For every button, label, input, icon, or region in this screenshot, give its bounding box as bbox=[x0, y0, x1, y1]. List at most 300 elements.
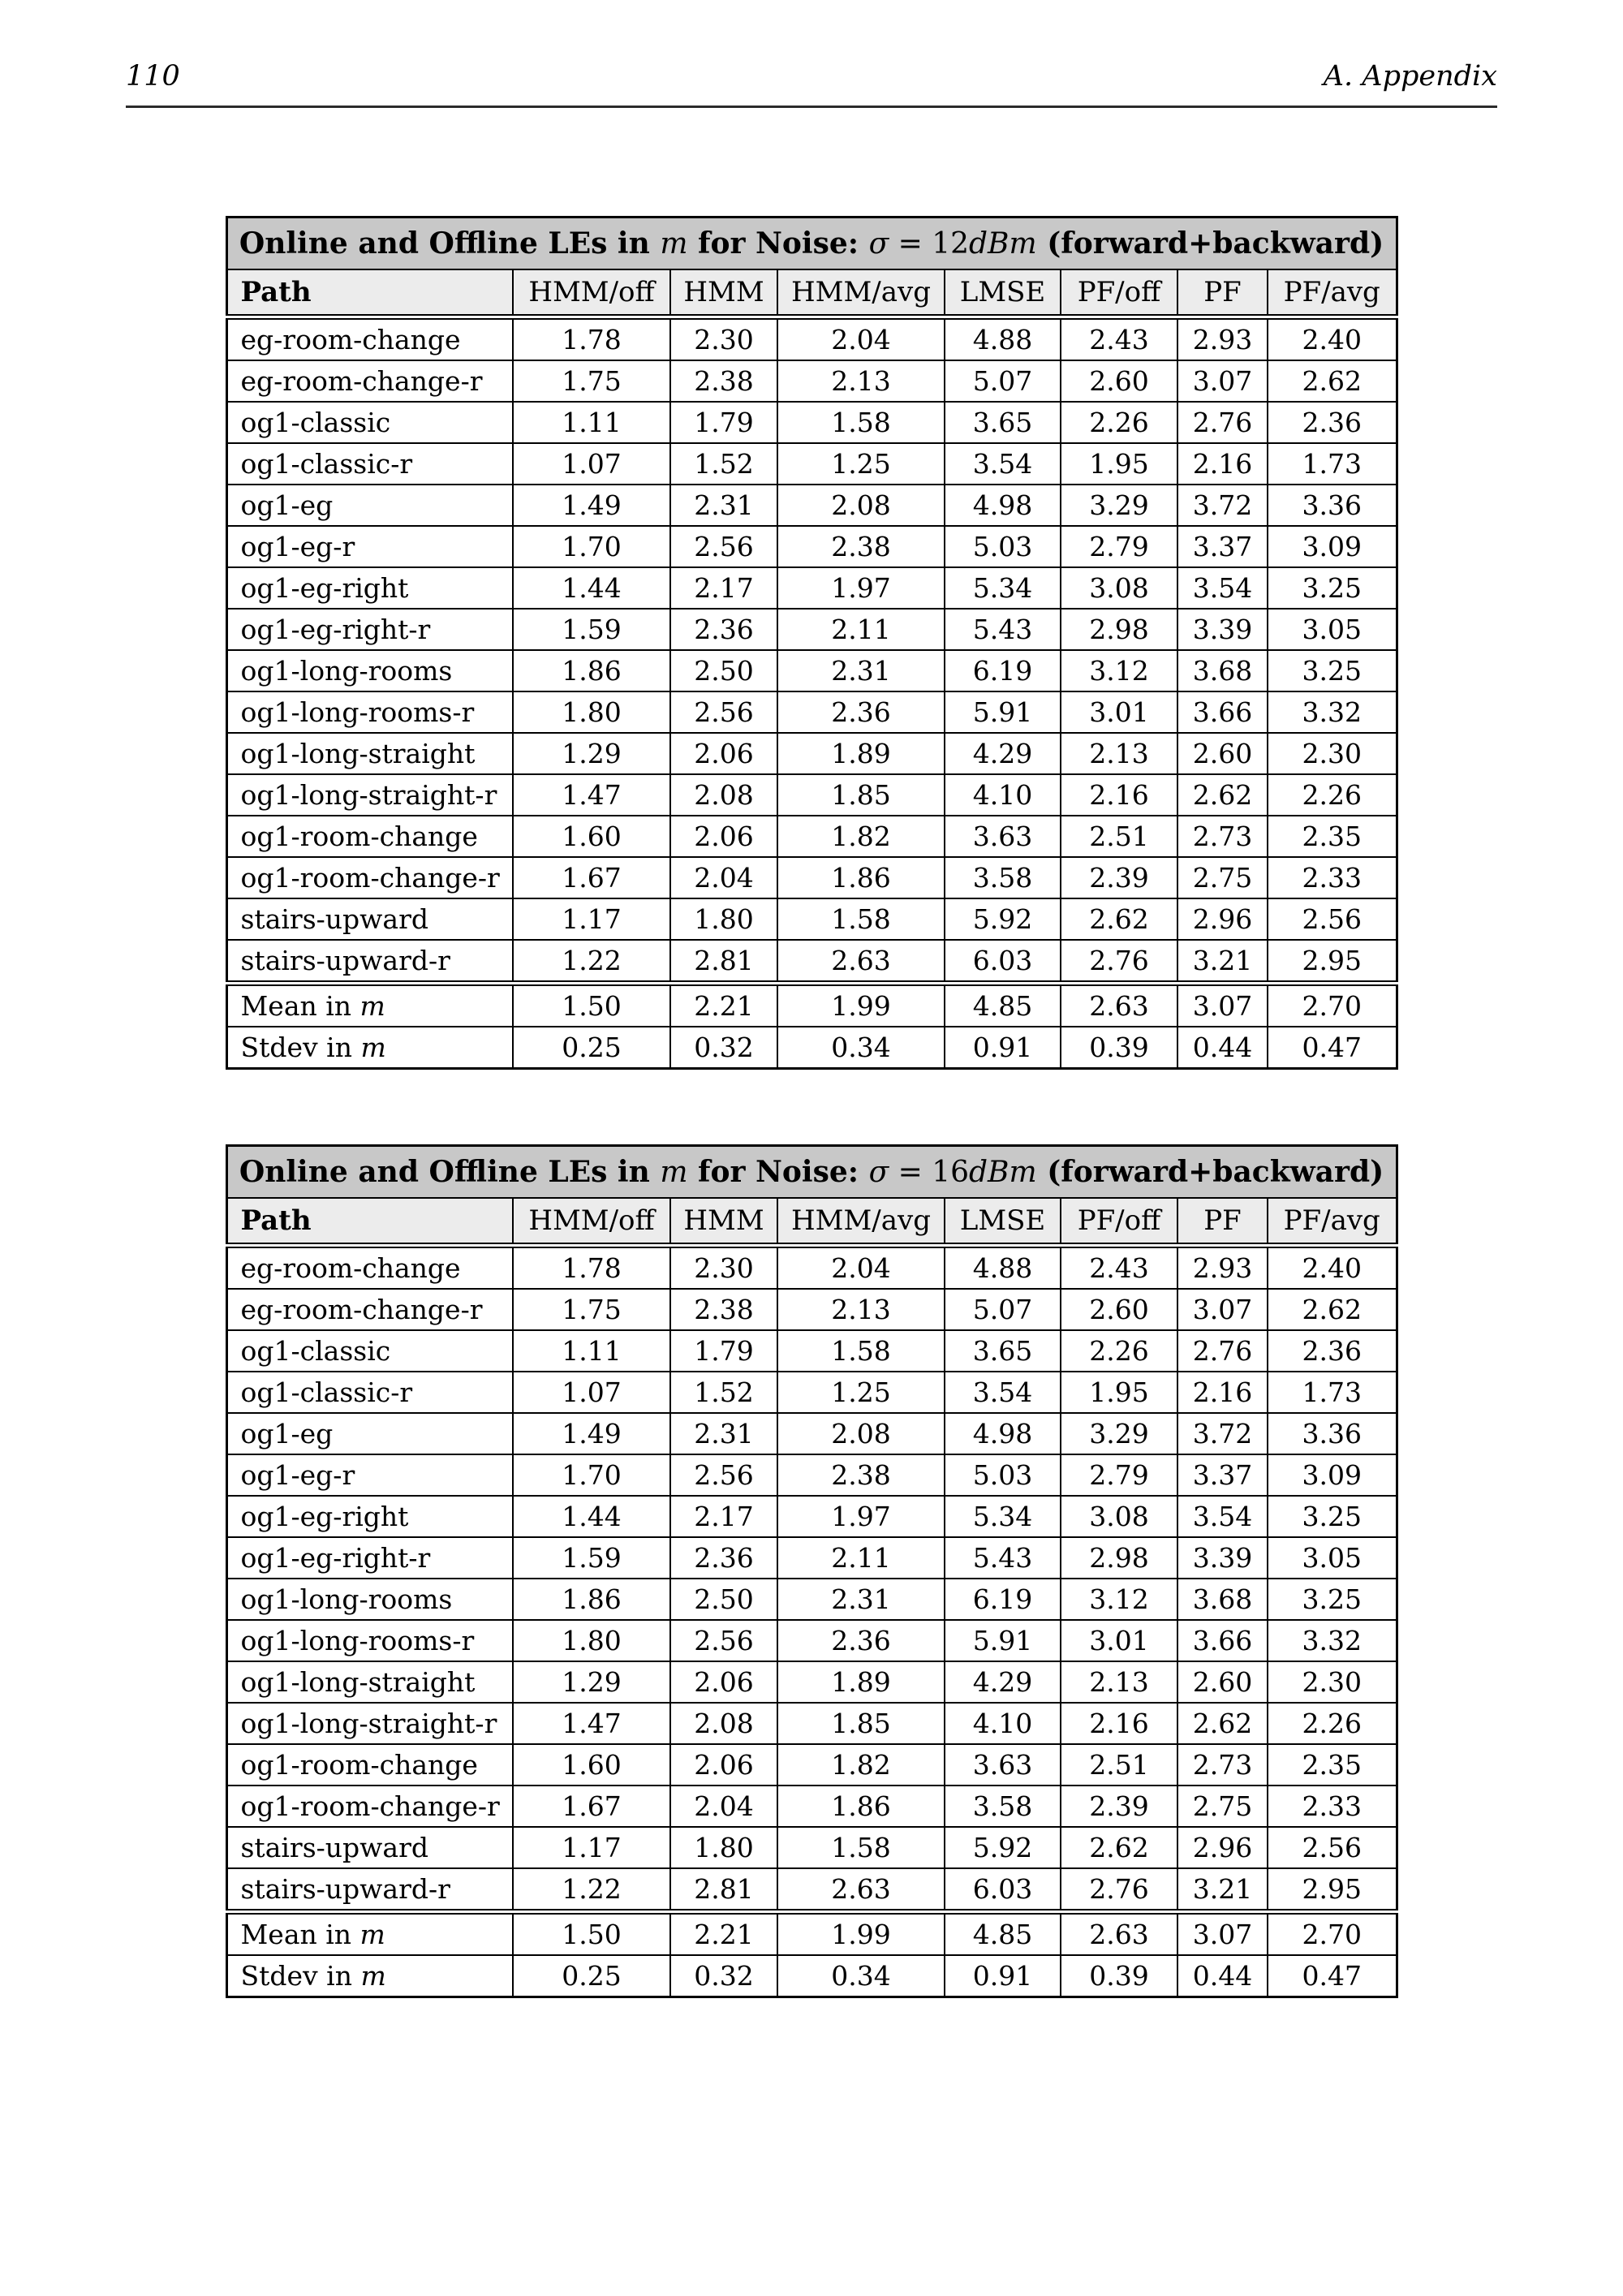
value-cell: 2.79 bbox=[1061, 526, 1177, 567]
value-cell: 1.70 bbox=[513, 526, 670, 567]
column-header-lmse: LMSE bbox=[945, 269, 1061, 317]
value-cell: 5.92 bbox=[945, 898, 1061, 940]
value-cell: 1.73 bbox=[1268, 1372, 1397, 1413]
value-cell: 1.52 bbox=[670, 443, 777, 485]
value-cell: 2.60 bbox=[1177, 733, 1268, 774]
row-label: og1-eg-right-r bbox=[226, 1537, 513, 1579]
value-cell: 2.16 bbox=[1061, 1703, 1177, 1744]
value-cell: 1.17 bbox=[513, 898, 670, 940]
table-row bbox=[226, 443, 1397, 485]
row-label: og1-classic bbox=[226, 1330, 513, 1372]
value-cell: 3.65 bbox=[945, 402, 1061, 443]
value-cell: 1.75 bbox=[513, 360, 670, 402]
value-cell: 3.07 bbox=[1177, 1912, 1268, 1956]
value-cell: 1.82 bbox=[777, 1744, 945, 1786]
value-cell: 1.49 bbox=[513, 485, 670, 526]
header-rule bbox=[126, 106, 1497, 108]
value-cell: 1.85 bbox=[777, 1703, 945, 1744]
value-cell: 1.79 bbox=[670, 402, 777, 443]
row-label: og1-eg-r bbox=[226, 526, 513, 567]
value-cell: 1.49 bbox=[513, 1413, 670, 1454]
value-cell: 1.80 bbox=[670, 1827, 777, 1868]
value-cell: 2.56 bbox=[670, 691, 777, 733]
table-row bbox=[226, 317, 1397, 361]
value-cell: 1.60 bbox=[513, 1744, 670, 1786]
value-cell: 3.08 bbox=[1061, 1496, 1177, 1537]
title-text-segment: for Noise: bbox=[687, 226, 869, 261]
value-cell: 5.34 bbox=[945, 567, 1061, 609]
value-cell: 2.43 bbox=[1061, 1246, 1177, 1290]
row-label: og1-room-change-r bbox=[226, 1786, 513, 1827]
title-math-segment: σ bbox=[868, 1156, 889, 1189]
value-cell: 3.58 bbox=[945, 1786, 1061, 1827]
summary-label-math: m bbox=[359, 1919, 385, 1950]
value-cell: 1.67 bbox=[513, 857, 670, 898]
value-cell: 2.60 bbox=[1061, 1289, 1177, 1330]
results-table bbox=[226, 216, 1398, 1070]
title-math-segment: dBm bbox=[969, 227, 1037, 261]
table-title bbox=[226, 218, 1397, 270]
value-cell: 2.75 bbox=[1177, 857, 1268, 898]
row-label: eg-room-change bbox=[226, 1246, 513, 1290]
value-cell: 3.21 bbox=[1177, 1868, 1268, 1912]
summary-label-math: m bbox=[360, 1960, 386, 1992]
value-cell: 1.80 bbox=[670, 898, 777, 940]
summary-label-math: m bbox=[359, 990, 385, 1022]
value-cell: 2.79 bbox=[1061, 1454, 1177, 1496]
value-cell: 1.99 bbox=[777, 984, 945, 1027]
value-cell: 3.66 bbox=[1177, 1620, 1268, 1661]
value-cell: 3.54 bbox=[945, 1372, 1061, 1413]
value-cell: 2.56 bbox=[670, 1454, 777, 1496]
value-cell: 2.35 bbox=[1268, 1744, 1397, 1786]
value-cell: 1.52 bbox=[670, 1372, 777, 1413]
value-cell: 3.39 bbox=[1177, 1537, 1268, 1579]
value-cell: 2.39 bbox=[1061, 857, 1177, 898]
page-number: 110 bbox=[126, 60, 180, 93]
value-cell: 4.88 bbox=[945, 1246, 1061, 1290]
row-label: og1-room-change bbox=[226, 816, 513, 857]
value-cell: 3.29 bbox=[1061, 1413, 1177, 1454]
table-title bbox=[226, 1146, 1397, 1199]
value-cell: 1.95 bbox=[1061, 443, 1177, 485]
value-cell: 2.38 bbox=[777, 526, 945, 567]
summary-label bbox=[226, 1955, 513, 1997]
value-cell: 5.91 bbox=[945, 691, 1061, 733]
value-cell: 2.31 bbox=[670, 1413, 777, 1454]
value-cell: 1.85 bbox=[777, 774, 945, 816]
value-cell: 2.13 bbox=[777, 1289, 945, 1330]
value-cell: 2.30 bbox=[1268, 1661, 1397, 1703]
table-title-row bbox=[226, 218, 1397, 270]
value-cell: 2.31 bbox=[777, 650, 945, 691]
value-cell: 2.13 bbox=[777, 360, 945, 402]
value-cell: 2.98 bbox=[1061, 609, 1177, 650]
value-cell: 2.70 bbox=[1268, 984, 1397, 1027]
title-text-segment: (forward+backward) bbox=[1036, 226, 1384, 261]
value-cell: 2.76 bbox=[1177, 402, 1268, 443]
row-label: og1-eg bbox=[226, 1413, 513, 1454]
value-cell: 2.56 bbox=[1268, 898, 1397, 940]
value-cell: 2.63 bbox=[777, 1868, 945, 1912]
value-cell: 2.60 bbox=[1177, 1661, 1268, 1703]
value-cell: 1.58 bbox=[777, 1827, 945, 1868]
column-header-row bbox=[226, 269, 1397, 317]
row-label: og1-long-rooms bbox=[226, 1579, 513, 1620]
title-text-segment: Online and Offline LEs in bbox=[239, 226, 661, 261]
value-cell: 2.63 bbox=[1061, 1912, 1177, 1956]
row-label: og1-room-change bbox=[226, 1744, 513, 1786]
table-row bbox=[226, 691, 1397, 733]
value-cell: 1.07 bbox=[513, 443, 670, 485]
value-cell: 2.95 bbox=[1268, 940, 1397, 984]
column-header-pf: PF bbox=[1177, 1198, 1268, 1246]
value-cell: 1.47 bbox=[513, 774, 670, 816]
value-cell: 3.68 bbox=[1177, 650, 1268, 691]
summary-row bbox=[226, 1027, 1397, 1069]
column-header-pf-off: PF/off bbox=[1061, 269, 1177, 317]
value-cell: 2.08 bbox=[670, 1703, 777, 1744]
page-header bbox=[126, 0, 1497, 93]
table-row bbox=[226, 402, 1397, 443]
table-row bbox=[226, 526, 1397, 567]
value-cell: 2.06 bbox=[670, 733, 777, 774]
value-cell: 2.17 bbox=[670, 567, 777, 609]
value-cell: 3.36 bbox=[1268, 1413, 1397, 1454]
value-cell: 2.04 bbox=[777, 317, 945, 361]
value-cell: 1.44 bbox=[513, 567, 670, 609]
value-cell: 2.50 bbox=[670, 650, 777, 691]
value-cell: 2.93 bbox=[1177, 317, 1268, 361]
value-cell: 2.56 bbox=[670, 1620, 777, 1661]
value-cell: 2.04 bbox=[670, 857, 777, 898]
value-cell: 1.11 bbox=[513, 402, 670, 443]
value-cell: 4.29 bbox=[945, 1661, 1061, 1703]
value-cell: 1.50 bbox=[513, 1912, 670, 1956]
value-cell: 2.51 bbox=[1061, 1744, 1177, 1786]
value-cell: 2.26 bbox=[1061, 402, 1177, 443]
value-cell: 2.13 bbox=[1061, 1661, 1177, 1703]
value-cell: 1.60 bbox=[513, 816, 670, 857]
column-header-pf: PF bbox=[1177, 269, 1268, 317]
table-row bbox=[226, 1703, 1397, 1744]
value-cell: 1.11 bbox=[513, 1330, 670, 1372]
value-cell: 2.26 bbox=[1268, 774, 1397, 816]
value-cell: 5.07 bbox=[945, 360, 1061, 402]
table-row bbox=[226, 898, 1397, 940]
value-cell: 3.07 bbox=[1177, 360, 1268, 402]
column-header-hmm-off: HMM/off bbox=[513, 269, 670, 317]
value-cell: 3.09 bbox=[1268, 1454, 1397, 1496]
value-cell: 0.44 bbox=[1177, 1027, 1268, 1069]
value-cell: 0.91 bbox=[945, 1955, 1061, 1997]
value-cell: 1.07 bbox=[513, 1372, 670, 1413]
table-row bbox=[226, 609, 1397, 650]
table-row bbox=[226, 360, 1397, 402]
table-row bbox=[226, 1496, 1397, 1537]
row-label: og1-eg-right-r bbox=[226, 609, 513, 650]
value-cell: 1.44 bbox=[513, 1496, 670, 1537]
value-cell: 2.33 bbox=[1268, 857, 1397, 898]
value-cell: 2.17 bbox=[670, 1496, 777, 1537]
summary-row bbox=[226, 1955, 1397, 1997]
value-cell: 0.47 bbox=[1268, 1027, 1397, 1069]
value-cell: 2.36 bbox=[777, 691, 945, 733]
value-cell: 1.22 bbox=[513, 940, 670, 984]
summary-label bbox=[226, 984, 513, 1027]
value-cell: 2.36 bbox=[1268, 1330, 1397, 1372]
value-cell: 2.62 bbox=[1177, 774, 1268, 816]
column-header-hmm: HMM bbox=[670, 269, 777, 317]
table-row bbox=[226, 1620, 1397, 1661]
value-cell: 1.97 bbox=[777, 567, 945, 609]
value-cell: 2.98 bbox=[1061, 1537, 1177, 1579]
value-cell: 1.47 bbox=[513, 1703, 670, 1744]
value-cell: 3.01 bbox=[1061, 1620, 1177, 1661]
summary-label-text: Mean in bbox=[240, 990, 360, 1022]
noise-16dbm-table-section bbox=[126, 1144, 1497, 1998]
value-cell: 3.07 bbox=[1177, 1289, 1268, 1330]
value-cell: 4.98 bbox=[945, 1413, 1061, 1454]
value-cell: 2.04 bbox=[777, 1246, 945, 1290]
value-cell: 5.92 bbox=[945, 1827, 1061, 1868]
value-cell: 2.63 bbox=[777, 940, 945, 984]
value-cell: 1.78 bbox=[513, 317, 670, 361]
column-header-pf-avg: PF/avg bbox=[1268, 269, 1397, 317]
title-text-segment: for Noise: bbox=[687, 1155, 869, 1189]
value-cell: 3.32 bbox=[1268, 1620, 1397, 1661]
value-cell: 3.63 bbox=[945, 816, 1061, 857]
value-cell: 0.39 bbox=[1061, 1955, 1177, 1997]
value-cell: 2.04 bbox=[670, 1786, 777, 1827]
title-math-segment: dBm bbox=[969, 1156, 1037, 1189]
summary-row bbox=[226, 984, 1397, 1027]
value-cell: 1.17 bbox=[513, 1827, 670, 1868]
row-label: og1-long-rooms-r bbox=[226, 1620, 513, 1661]
value-cell: 3.72 bbox=[1177, 1413, 1268, 1454]
value-cell: 3.37 bbox=[1177, 526, 1268, 567]
value-cell: 2.26 bbox=[1061, 1330, 1177, 1372]
row-label: og1-long-straight bbox=[226, 1661, 513, 1703]
row-label: stairs-upward-r bbox=[226, 1868, 513, 1912]
value-cell: 2.96 bbox=[1177, 1827, 1268, 1868]
value-cell: 2.81 bbox=[670, 940, 777, 984]
title-math-segment: m bbox=[660, 227, 688, 261]
value-cell: 2.62 bbox=[1177, 1703, 1268, 1744]
value-cell: 1.95 bbox=[1061, 1372, 1177, 1413]
value-cell: 1.86 bbox=[513, 1579, 670, 1620]
table-row bbox=[226, 1454, 1397, 1496]
value-cell: 1.67 bbox=[513, 1786, 670, 1827]
value-cell: 2.40 bbox=[1268, 317, 1397, 361]
value-cell: 3.63 bbox=[945, 1744, 1061, 1786]
column-header-hmm: HMM bbox=[670, 1198, 777, 1246]
value-cell: 3.37 bbox=[1177, 1454, 1268, 1496]
title-math-segment: σ bbox=[868, 227, 889, 261]
table-row bbox=[226, 774, 1397, 816]
value-cell: 2.30 bbox=[670, 317, 777, 361]
value-cell: 1.79 bbox=[670, 1330, 777, 1372]
row-label: og1-eg-right bbox=[226, 1496, 513, 1537]
table-row bbox=[226, 1537, 1397, 1579]
row-label: og1-classic bbox=[226, 402, 513, 443]
value-cell: 3.07 bbox=[1177, 984, 1268, 1027]
table-row bbox=[226, 1330, 1397, 1372]
column-header-lmse: LMSE bbox=[945, 1198, 1061, 1246]
value-cell: 0.44 bbox=[1177, 1955, 1268, 1997]
value-cell: 2.31 bbox=[777, 1579, 945, 1620]
column-header-hmm-avg: HMM/avg bbox=[777, 1198, 945, 1246]
value-cell: 2.08 bbox=[670, 774, 777, 816]
value-cell: 2.13 bbox=[1061, 733, 1177, 774]
value-cell: 2.21 bbox=[670, 1912, 777, 1956]
value-cell: 3.66 bbox=[1177, 691, 1268, 733]
value-cell: 5.07 bbox=[945, 1289, 1061, 1330]
value-cell: 2.62 bbox=[1061, 898, 1177, 940]
value-cell: 4.85 bbox=[945, 1912, 1061, 1956]
summary-row bbox=[226, 1912, 1397, 1956]
value-cell: 2.43 bbox=[1061, 317, 1177, 361]
value-cell: 2.76 bbox=[1061, 940, 1177, 984]
value-cell: 1.70 bbox=[513, 1454, 670, 1496]
summary-label-text: Mean in bbox=[240, 1919, 360, 1950]
value-cell: 0.32 bbox=[670, 1955, 777, 1997]
value-cell: 1.75 bbox=[513, 1289, 670, 1330]
value-cell: 0.32 bbox=[670, 1027, 777, 1069]
row-label: stairs-upward-r bbox=[226, 940, 513, 984]
row-label: og1-long-straight bbox=[226, 733, 513, 774]
value-cell: 2.08 bbox=[777, 1413, 945, 1454]
value-cell: 2.11 bbox=[777, 1537, 945, 1579]
value-cell: 3.01 bbox=[1061, 691, 1177, 733]
value-cell: 1.59 bbox=[513, 609, 670, 650]
value-cell: 3.36 bbox=[1268, 485, 1397, 526]
value-cell: 1.80 bbox=[513, 1620, 670, 1661]
row-label: eg-room-change-r bbox=[226, 1289, 513, 1330]
title-text-segment: = 12 bbox=[889, 227, 970, 261]
value-cell: 3.72 bbox=[1177, 485, 1268, 526]
row-label: og1-long-rooms bbox=[226, 650, 513, 691]
summary-label-text: Stdev in bbox=[240, 1960, 361, 1992]
value-cell: 2.31 bbox=[670, 485, 777, 526]
value-cell: 4.29 bbox=[945, 733, 1061, 774]
value-cell: 2.06 bbox=[670, 1744, 777, 1786]
value-cell: 1.59 bbox=[513, 1537, 670, 1579]
value-cell: 3.05 bbox=[1268, 1537, 1397, 1579]
value-cell: 1.89 bbox=[777, 1661, 945, 1703]
value-cell: 2.62 bbox=[1268, 360, 1397, 402]
value-cell: 2.56 bbox=[670, 526, 777, 567]
summary-label-math: m bbox=[360, 1032, 386, 1063]
value-cell: 2.56 bbox=[1268, 1827, 1397, 1868]
value-cell: 2.51 bbox=[1061, 816, 1177, 857]
value-cell: 2.73 bbox=[1177, 1744, 1268, 1786]
value-cell: 0.34 bbox=[777, 1955, 945, 1997]
value-cell: 1.89 bbox=[777, 733, 945, 774]
value-cell: 2.36 bbox=[670, 609, 777, 650]
column-header-row bbox=[226, 1198, 1397, 1246]
value-cell: 1.58 bbox=[777, 402, 945, 443]
value-cell: 2.63 bbox=[1061, 984, 1177, 1027]
value-cell: 3.54 bbox=[1177, 567, 1268, 609]
section-title: A. Appendix bbox=[1323, 60, 1497, 93]
value-cell: 2.30 bbox=[670, 1246, 777, 1290]
value-cell: 2.38 bbox=[670, 360, 777, 402]
value-cell: 5.43 bbox=[945, 609, 1061, 650]
value-cell: 2.26 bbox=[1268, 1703, 1397, 1744]
column-header-pf-off: PF/off bbox=[1061, 1198, 1177, 1246]
value-cell: 5.43 bbox=[945, 1537, 1061, 1579]
value-cell: 6.19 bbox=[945, 1579, 1061, 1620]
value-cell: 3.54 bbox=[945, 443, 1061, 485]
value-cell: 1.29 bbox=[513, 1661, 670, 1703]
value-cell: 1.86 bbox=[777, 1786, 945, 1827]
value-cell: 3.25 bbox=[1268, 650, 1397, 691]
value-cell: 2.06 bbox=[670, 1661, 777, 1703]
title-text-segment: Online and Offline LEs in bbox=[239, 1155, 661, 1189]
table-title-row bbox=[226, 1146, 1397, 1199]
column-header-pf-avg: PF/avg bbox=[1268, 1198, 1397, 1246]
value-cell: 4.10 bbox=[945, 774, 1061, 816]
value-cell: 2.38 bbox=[777, 1454, 945, 1496]
value-cell: 2.40 bbox=[1268, 1246, 1397, 1290]
value-cell: 1.86 bbox=[513, 650, 670, 691]
value-cell: 3.08 bbox=[1061, 567, 1177, 609]
value-cell: 6.03 bbox=[945, 940, 1061, 984]
value-cell: 3.09 bbox=[1268, 526, 1397, 567]
row-label: stairs-upward bbox=[226, 898, 513, 940]
value-cell: 2.93 bbox=[1177, 1246, 1268, 1290]
value-cell: 2.16 bbox=[1177, 443, 1268, 485]
value-cell: 1.82 bbox=[777, 816, 945, 857]
column-header-hmm-avg: HMM/avg bbox=[777, 269, 945, 317]
value-cell: 0.47 bbox=[1268, 1955, 1397, 1997]
value-cell: 1.58 bbox=[777, 1330, 945, 1372]
value-cell: 2.08 bbox=[777, 485, 945, 526]
value-cell: 1.78 bbox=[513, 1246, 670, 1290]
table-row bbox=[226, 1372, 1397, 1413]
value-cell: 6.03 bbox=[945, 1868, 1061, 1912]
summary-label-text: Stdev in bbox=[240, 1032, 361, 1063]
row-label: og1-eg-right bbox=[226, 567, 513, 609]
table-row bbox=[226, 1868, 1397, 1912]
value-cell: 3.65 bbox=[945, 1330, 1061, 1372]
value-cell: 1.50 bbox=[513, 984, 670, 1027]
value-cell: 6.19 bbox=[945, 650, 1061, 691]
value-cell: 2.06 bbox=[670, 816, 777, 857]
value-cell: 3.12 bbox=[1061, 650, 1177, 691]
value-cell: 2.73 bbox=[1177, 816, 1268, 857]
row-label: og1-eg bbox=[226, 485, 513, 526]
value-cell: 4.88 bbox=[945, 317, 1061, 361]
value-cell: 3.25 bbox=[1268, 567, 1397, 609]
value-cell: 1.97 bbox=[777, 1496, 945, 1537]
row-label: og1-classic-r bbox=[226, 1372, 513, 1413]
table-row bbox=[226, 1289, 1397, 1330]
value-cell: 0.34 bbox=[777, 1027, 945, 1069]
table-row bbox=[226, 857, 1397, 898]
value-cell: 0.25 bbox=[513, 1955, 670, 1997]
value-cell: 1.25 bbox=[777, 443, 945, 485]
value-cell: 2.38 bbox=[670, 1289, 777, 1330]
value-cell: 4.10 bbox=[945, 1703, 1061, 1744]
value-cell: 3.25 bbox=[1268, 1496, 1397, 1537]
row-label: stairs-upward bbox=[226, 1827, 513, 1868]
value-cell: 2.35 bbox=[1268, 816, 1397, 857]
row-label: og1-long-straight-r bbox=[226, 774, 513, 816]
value-cell: 2.76 bbox=[1061, 1868, 1177, 1912]
value-cell: 2.39 bbox=[1061, 1786, 1177, 1827]
